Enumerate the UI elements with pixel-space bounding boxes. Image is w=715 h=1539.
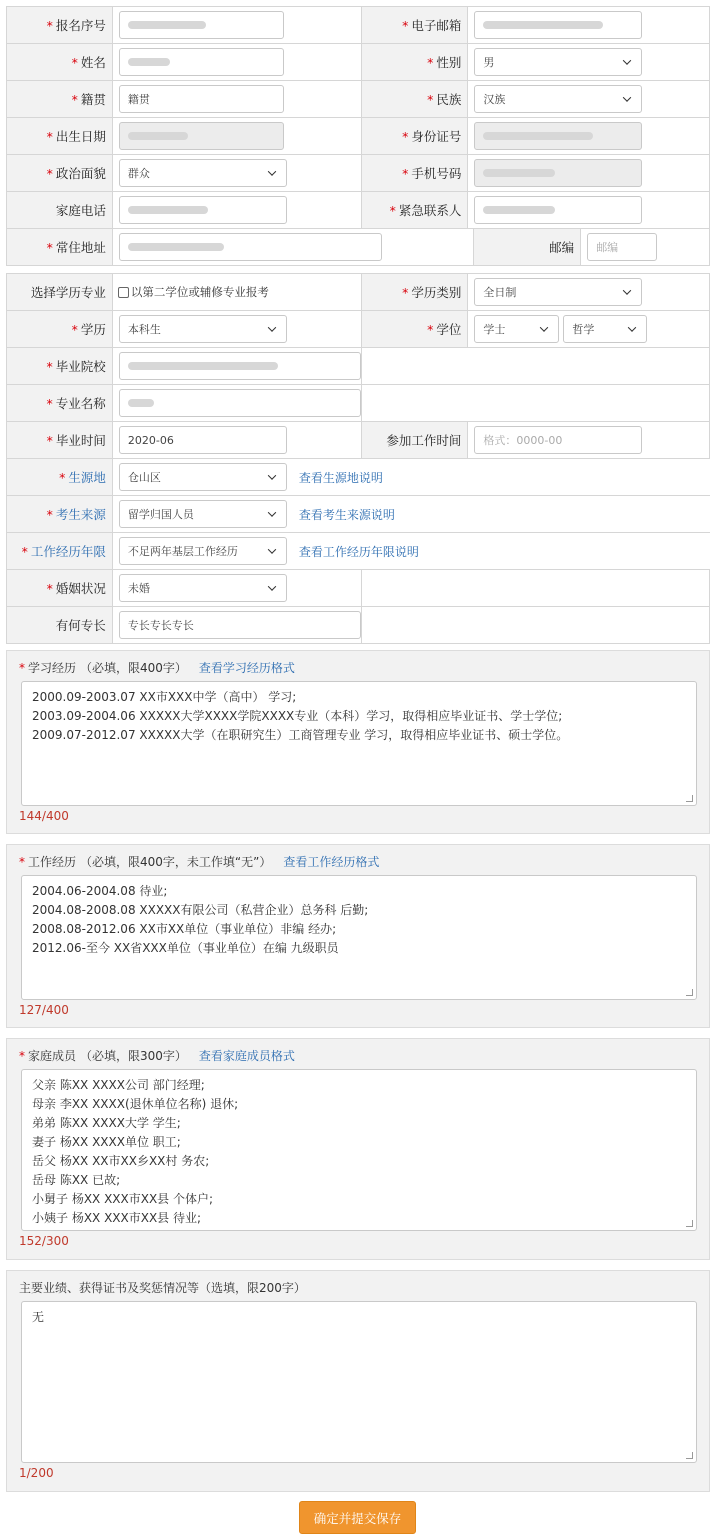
label-email: * 电子邮箱 [362, 7, 469, 43]
family-format-link[interactable]: 查看家庭成员格式 [198, 1049, 295, 1063]
resize-grip-icon[interactable] [686, 1452, 693, 1459]
degree-select[interactable]: 学士 [474, 315, 559, 343]
label-mobile: * 手机号码 [362, 155, 469, 191]
chevron-down-icon [266, 582, 278, 594]
label-emergency: * 紧急联系人 [362, 192, 469, 228]
home-phone-input[interactable] [119, 196, 287, 224]
label-ethnicity: * 民族 [362, 81, 469, 117]
personal-info-table [6, 6, 710, 266]
postcode-input[interactable]: 邮编 [587, 233, 657, 261]
awards-textarea[interactable]: 无 [21, 1301, 697, 1463]
chevron-down-icon [266, 545, 278, 557]
label-degree: * 学位 [362, 311, 469, 347]
degree-field-select[interactable]: 哲学 [563, 315, 647, 343]
edu-type-select[interactable]: 全日制 [474, 278, 642, 306]
second-degree-label: 以第二学位或辅修专业报考 [130, 285, 269, 299]
native-place-input[interactable]: 籍贯 [119, 85, 284, 113]
label-major: * 专业名称 [7, 385, 113, 421]
label-origin: * 生源地 [7, 459, 113, 495]
source-help-link[interactable]: 查看考生来源说明 [298, 507, 395, 522]
study-textarea[interactable]: 2000.09-2003.07 XX市XXX中学（高中） 学习; 2003.09-2004.06 XXXXX大学XXXX学院XXXX专业（本科）学习，取得相应毕业证书、学士学位; 2009.07-2012.07 XXXXX大学（在职研究生）工商管理专业 学习，取得相应毕业证书、硕士学位。 [21, 681, 697, 806]
study-format-link[interactable]: 查看学习经历格式 [198, 661, 295, 675]
work-start-input[interactable]: 格式：0000-00 [474, 426, 642, 454]
id-no-input [474, 122, 642, 150]
chevron-down-icon [621, 286, 633, 298]
label-edu-level: * 学历 [7, 311, 113, 347]
awards-counter: 1/200 [19, 1466, 54, 1480]
family-header: * 家庭成员 （必填，限300字） 查看家庭成员格式 [19, 1049, 295, 1063]
label-major-choice: 选择学历专业 [7, 274, 113, 310]
reg-no-input[interactable] [119, 11, 284, 39]
mobile-input [474, 159, 642, 187]
label-work-start: 参加工作时间 [362, 422, 469, 458]
ethnicity-select[interactable]: 汉族 [474, 85, 642, 113]
origin-help-link[interactable]: 查看生源地说明 [298, 470, 383, 485]
label-address: * 常住地址 [7, 229, 113, 265]
work-section [6, 844, 710, 1028]
email-input[interactable] [474, 11, 642, 39]
political-select[interactable]: 群众 [119, 159, 287, 187]
label-edu-type: * 学历类别 [362, 274, 469, 310]
chevron-down-icon [626, 323, 638, 335]
chevron-down-icon [538, 323, 550, 335]
label-specialty: 有何专长 [7, 607, 113, 643]
birth-date-input [119, 122, 284, 150]
address-input[interactable] [119, 233, 382, 261]
source-select[interactable]: 留学归国人员 [119, 500, 287, 528]
chevron-down-icon [266, 167, 278, 179]
work-format-link[interactable]: 查看工作经历格式 [283, 855, 380, 869]
family-counter: 152/300 [19, 1234, 69, 1248]
chevron-down-icon [266, 323, 278, 335]
label-native-place: * 籍贯 [7, 81, 113, 117]
work-header: * 工作经历 （必填，限400字，未工作填“无”） 查看工作经历格式 [19, 855, 380, 869]
education-table [6, 273, 710, 644]
awards-section [6, 1270, 710, 1492]
second-degree-checkbox[interactable] [118, 287, 129, 298]
resize-grip-icon[interactable] [686, 989, 693, 996]
resize-grip-icon[interactable] [686, 1220, 693, 1227]
grad-time-input[interactable]: 2020-06 [119, 426, 287, 454]
specialty-input[interactable]: 专长专长专长 [119, 611, 361, 639]
label-postcode: 邮编 [474, 229, 581, 265]
name-input[interactable] [119, 48, 284, 76]
school-input[interactable] [119, 352, 361, 380]
label-marital: * 婚姻状况 [7, 570, 113, 606]
study-counter: 144/400 [19, 809, 69, 823]
chevron-down-icon [266, 508, 278, 520]
family-textarea[interactable]: 父亲 陈XX XXXX公司 部门经理; 母亲 李XX XXXX(退休单位名称) 退休; 弟弟 陈XX XXXX大学 学生; 妻子 杨XX XXXX单位 职工; 岳父 杨XX XX市XX乡XX村 务农; 岳母 陈XX 已故; 小舅子 杨XX XXX市XX县 个体户; 小姨子 杨XX XXX市XX县 待业; [21, 1069, 697, 1231]
label-id-no: * 身份证号 [362, 118, 469, 154]
work-counter: 127/400 [19, 1003, 69, 1017]
work-years-select[interactable]: 不足两年基层工作经历 [119, 537, 287, 565]
origin-select[interactable]: 仓山区 [119, 463, 287, 491]
major-input[interactable] [119, 389, 361, 417]
awards-header: 主要业绩、获得证书及奖惩情况等（选填，限200字） [19, 1281, 306, 1295]
label-birth-date: * 出生日期 [7, 118, 113, 154]
emergency-input[interactable] [474, 196, 642, 224]
chevron-down-icon [621, 93, 633, 105]
chevron-down-icon [266, 471, 278, 483]
label-political: * 政治面貌 [7, 155, 113, 191]
label-home-phone: 家庭电话 [7, 192, 113, 228]
work-years-help-link[interactable]: 查看工作经历年限说明 [298, 544, 419, 559]
resize-grip-icon[interactable] [686, 795, 693, 802]
family-section [6, 1038, 710, 1260]
label-name: * 姓名 [7, 44, 113, 80]
label-reg-no: * 报名序号 [7, 7, 113, 43]
label-school: * 毕业院校 [7, 348, 113, 384]
work-textarea[interactable]: 2004.06-2004.08 待业; 2004.08-2008.08 XXXXX有限公司（私营企业）总务科 后勤; 2008.08-2012.06 XX市XX单位（事业单位）非编 经办; 2012.06-至今 XX省XXX单位（事业单位）在编 九级职员 [21, 875, 697, 1000]
edu-level-select[interactable]: 本科生 [119, 315, 287, 343]
chevron-down-icon [621, 56, 633, 68]
marital-select[interactable]: 未婚 [119, 574, 287, 602]
gender-select[interactable]: 男 [474, 48, 642, 76]
study-section [6, 650, 710, 834]
submit-button[interactable]: 确定并提交保存 [299, 1501, 416, 1534]
label-grad-time: * 毕业时间 [7, 422, 113, 458]
study-header: * 学习经历 （必填，限400字） 查看学习经历格式 [19, 661, 295, 675]
label-source: * 考生来源 [7, 496, 113, 532]
label-work-years: * 工作经历年限 [7, 533, 113, 569]
label-gender: * 性别 [362, 44, 469, 80]
